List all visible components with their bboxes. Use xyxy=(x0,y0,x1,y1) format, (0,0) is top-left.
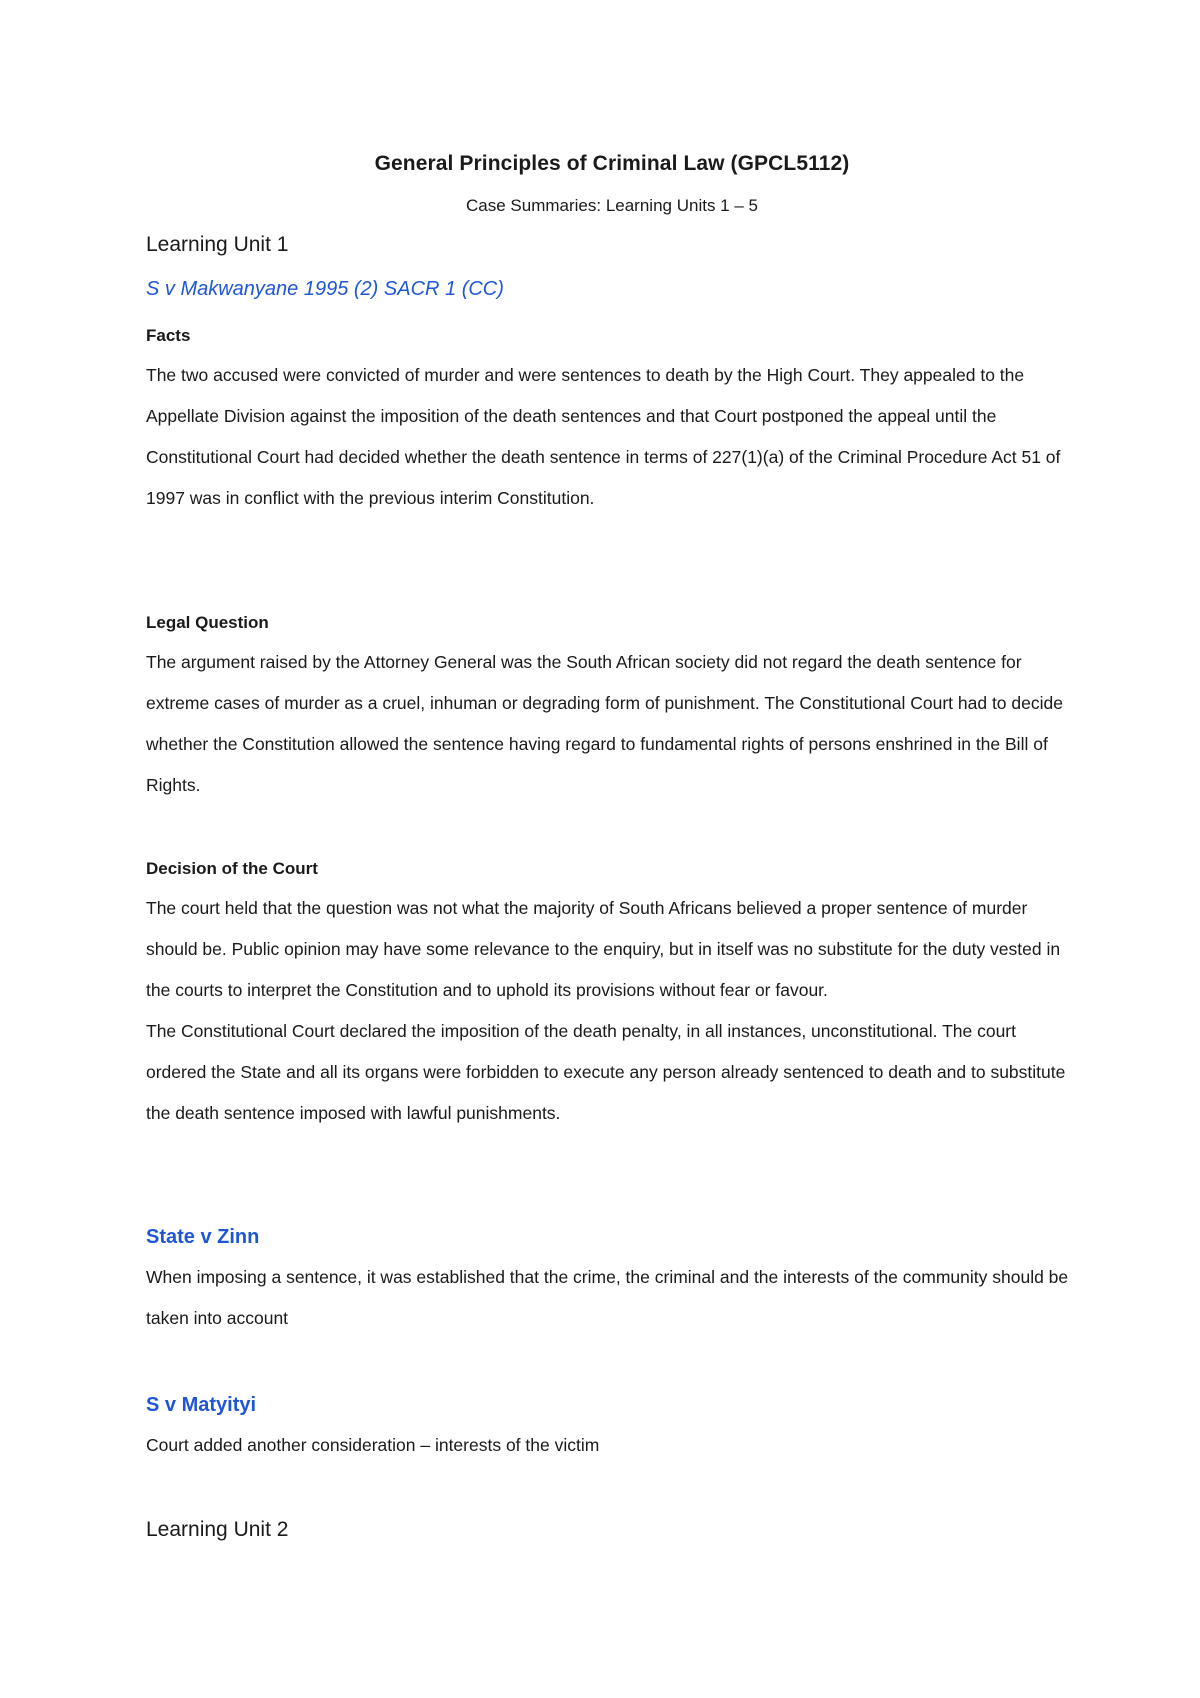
facts-label: Facts xyxy=(146,326,191,345)
case-matyityi-title-block xyxy=(146,1394,1078,1417)
unit1-heading-block xyxy=(146,233,1078,257)
document-header xyxy=(146,148,1078,216)
case-makwanyane-title: S v Makwanyane 1995 (2) SACR 1 (CC) xyxy=(146,278,504,300)
case-makwanyane-title-block xyxy=(146,278,1078,301)
document-title: General Principles of Criminal Law (GPCL5112) xyxy=(374,152,850,175)
case-zinn-text-block xyxy=(146,1257,1078,1339)
legal-question-label: Legal Question xyxy=(146,613,269,632)
decision-label-block xyxy=(146,859,1078,879)
decision-label: Decision of the Court xyxy=(146,859,318,878)
unit2-heading-block xyxy=(146,1518,1078,1542)
decision-text-block xyxy=(146,888,1078,1134)
decision-text-2: The Constitutional Court declared the imposition of the death penalty, in all instances, unconstitutional. The court ordered the State and all its organs were forbidden to execute any person already sentenced to death and to substitute the death sentence imposed with lawful punishments. xyxy=(146,1021,1066,1123)
case-matyityi-text-block xyxy=(146,1425,1078,1466)
case-zinn-title: State v Zinn xyxy=(146,1226,260,1248)
case-zinn-text: When imposing a sentence, it was established that the crime, the criminal and the interests of the community should be taken into account xyxy=(146,1267,1069,1328)
case-zinn-title-block xyxy=(146,1226,1078,1249)
unit2-heading: Learning Unit 2 xyxy=(146,1518,289,1541)
document-subtitle: Case Summaries: Learning Units 1 – 5 xyxy=(466,196,758,215)
facts-text-block xyxy=(146,355,1078,519)
facts-text: The two accused were convicted of murder and were sentences to death by the High Court. They appealed to the Appellate Division against the imposition of the death sentences and that Court postponed the appeal until the Constitutional Court had decided whether the death sentence in terms of 227(1)(a) of the Criminal Procedure Act 51 of 1997 was in conflict with the previous interim Constitution. xyxy=(146,365,1061,508)
legal-question-label-block xyxy=(146,613,1078,633)
legal-question-text: The argument raised by the Attorney General was the South African society did not regard the death sentence for extreme cases of murder as a cruel, inhuman or degrading form of punishment. The Constitutional Court had to decide whether the Constitution allowed the sentence having regard to fundamental rights of persons enshrined in the Bill of Rights. xyxy=(146,652,1063,795)
unit1-heading: Learning Unit 1 xyxy=(146,233,289,256)
legal-question-text-block xyxy=(146,642,1078,806)
facts-label-block xyxy=(146,326,1078,346)
case-matyityi-title: S v Matyityi xyxy=(146,1394,257,1416)
decision-text-1: The court held that the question was not what the majority of South Africans believed a proper sentence of murder should be. Public opinion may have some relevance to the enquiry, but in itself was no substitute for the duty vested in the courts to interpret the Constitution and to uphold its provisions without fear or favour. xyxy=(146,898,1061,1000)
case-matyityi-text: Court added another consideration – interests of the victim xyxy=(146,1435,600,1455)
